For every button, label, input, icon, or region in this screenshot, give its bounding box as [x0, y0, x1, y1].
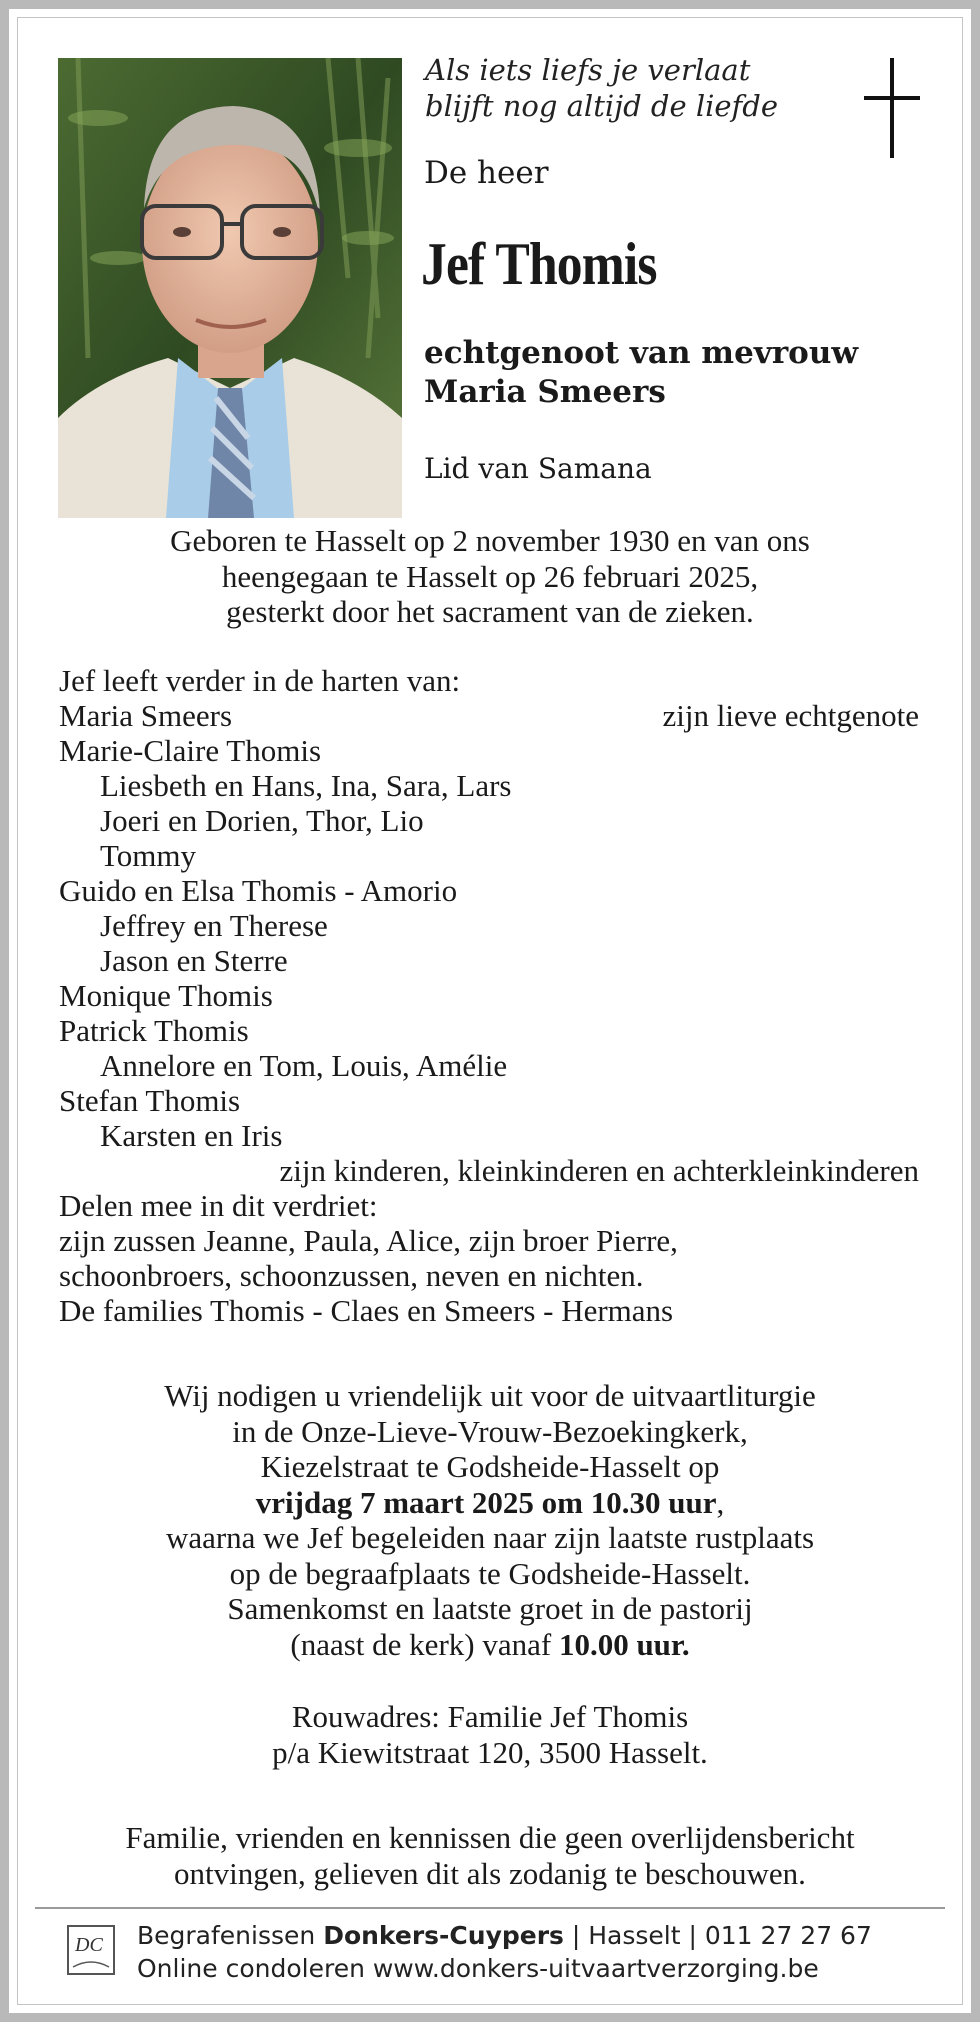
birth-line-1: Geboren te Hasselt op 2 november 1930 en van ons	[170, 523, 810, 558]
motto-line-1: Als iets liefs je verlaat	[425, 53, 751, 87]
deceased-name: Jef Thomis	[421, 231, 657, 297]
funeral-home-logo-icon	[67, 1925, 115, 1975]
funeral-time: 10.00 uur.	[558, 1626, 690, 1662]
funeral-date-suffix: ,	[716, 1484, 725, 1520]
survivors-intro: Jef leeft verder in de harten van:	[59, 663, 461, 698]
funeral-time-line	[0, 1627, 980, 1663]
funeral-line-1: Wij nodigen u vriendelijk uit voor de uitvaartliturgie	[164, 1378, 816, 1413]
funeral-line-3: Kiezelstraat te Godsheide-Hasselt op	[260, 1449, 720, 1484]
footer-company-line	[137, 1919, 872, 1952]
portrait-photo	[58, 58, 402, 518]
spouse-line-1: echtgenoot van mevrouw	[424, 335, 859, 371]
list-item: Karsten en Iris	[100, 1118, 283, 1153]
birth-death-info	[0, 523, 980, 630]
funeral-line-2: in de Onze-Lieve-Vrouw-Bezoekingkerk,	[232, 1413, 748, 1449]
footer	[137, 1919, 872, 1985]
funeral-line-5: waarna we Jef begeleiden naar zijn laatste rustplaats	[165, 1520, 815, 1555]
share-intro: Delen mee in dit verdriet:	[59, 1188, 378, 1223]
motto	[425, 52, 778, 124]
list-item: Stefan Thomis	[59, 1083, 241, 1118]
footer-online-line: Online condoleren www.donkers-uitvaartverzorging.be	[137, 1954, 819, 1983]
list-item: Monique Thomis	[59, 978, 273, 1013]
logo-letters: DC	[75, 1934, 103, 1956]
footer-divider	[35, 1907, 945, 1909]
spouse-info	[424, 334, 858, 412]
notice-line-2: ontvingen, gelieven dit als zodanig te beschouwen.	[174, 1855, 806, 1891]
list-item: Annelore en Tom, Louis, Amélie	[100, 1048, 508, 1083]
birth-line-2: heengegaan te Hasselt op 26 februari 2025,	[221, 558, 759, 594]
list-item: schoonbroers, schoonzussen, neven en nichten.	[59, 1258, 644, 1293]
motto-line-2: blijft nog altijd de liefde	[425, 89, 779, 123]
membership: Lid van Samana	[424, 452, 652, 485]
notice-line-1: Familie, vrienden en kennissen die geen overlijdensbericht	[125, 1820, 855, 1855]
funeral-date-line	[0, 1485, 980, 1521]
funeral-line-7: Samenkomst en laatste groet in de pastorij	[227, 1591, 753, 1626]
list-item: De families Thomis - Claes en Smeers - Hermans	[59, 1293, 674, 1328]
list-item: zijn zussen Jeanne, Paula, Alice, zijn broer Pierre,	[59, 1223, 678, 1258]
address-line-1: Rouwadres: Familie Jef Thomis	[291, 1699, 689, 1734]
funeral-info	[0, 1378, 980, 1662]
list-item: Tommy	[100, 838, 196, 873]
address-line-2: p/a Kiewitstraat 120, 3500 Hasselt.	[272, 1734, 708, 1770]
birth-line-3: gesterkt door het sacrament van de zieken.	[226, 594, 754, 629]
notice	[0, 1820, 980, 1891]
list-item: Liesbeth en Hans, Ina, Sara, Lars	[100, 768, 512, 803]
list-item: Jeffrey en Therese	[100, 908, 328, 943]
spouse-name: Maria Smeers	[59, 698, 233, 733]
spouse-row	[59, 698, 919, 733]
spouse-role: zijn lieve echtgenote	[662, 698, 919, 733]
children-summary: zijn kinderen, kleinkinderen en achterkleinkinderen	[279, 1153, 919, 1188]
mourning-address	[0, 1699, 980, 1770]
list-item: Patrick Thomis	[59, 1013, 249, 1048]
survivors-list	[59, 663, 919, 1328]
cross-icon	[864, 58, 920, 162]
funeral-time-prefix: (naast de kerk) vanaf	[290, 1626, 559, 1662]
list-item: Guido en Elsa Thomis - Amorio	[59, 873, 458, 908]
footer-prefix: Begrafenissen	[137, 1921, 324, 1950]
spouse-line-2: Maria Smeers	[424, 374, 666, 410]
list-item: Jason en Sterre	[100, 943, 288, 978]
funeral-date: vrijdag 7 maart 2025 om 10.30 uur	[255, 1484, 717, 1520]
footer-suffix: | Hasselt | 011 27 27 67	[563, 1921, 872, 1950]
list-item: Joeri en Dorien, Thor, Lio	[100, 803, 424, 838]
footer-company: Donkers-Cuypers	[323, 1921, 564, 1950]
funeral-line-6: op de begraafplaats te Godsheide-Hasselt.	[229, 1555, 751, 1591]
list-item: Marie-Claire Thomis	[59, 733, 322, 768]
salutation: De heer	[424, 155, 549, 191]
